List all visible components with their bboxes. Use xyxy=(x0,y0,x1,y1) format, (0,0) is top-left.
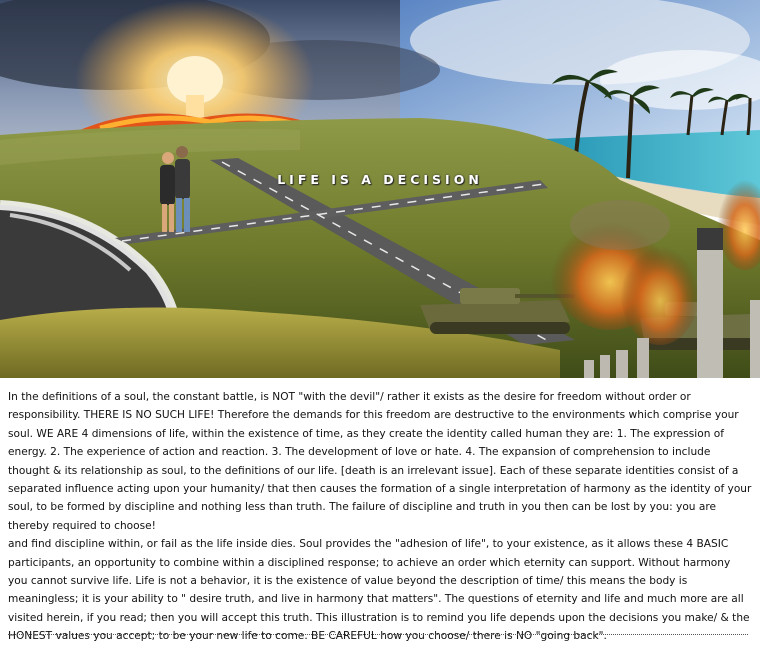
dotted-divider xyxy=(8,634,748,635)
article-paragraph: and find discipline within, or fail as the life inside dies. Soul provides the "adhesion of life", to your existence, as it allows these 4 BASIC participants, an opportunity to combine within a disciplined response; to achieve an order which eternity can support. Without harmony you cannot survive life. Life is not a behavior, it is the existence of value beyond the description of time/ this means the body is meaningless; it is your ability to " desire truth, and live in harmony that matters". The questions of eternity and life and much more are all visited herein, if you read; then you will accept this truth. This illustration is to remind you life depends upon the decisions you make/ & the HONEST values you accept; to be your new life to come. BE CAREFUL how you choose/ there is NO "going back". xyxy=(8,538,750,643)
banner-headline: LIFE IS A DECISION xyxy=(277,172,483,187)
article-paragraph: In the definitions of a soul, the constant battle, is NOT "with the devil"/ rather it exists as the desire for freedom without order or responsibility. THERE IS NO SUCH LIFE! Therefore the demands for this freedom are destructive to the environments which comprise your soul. WE ARE 4 dimensions of life, within the existence of time, as they create the identity called human they are: 1. The expression of energy. 2. The experience of action and reaction. 3. The development of love or hate. 4. The expansion of comprehension to include thought & its relationship as soul, to the definitions of our life. [death is an irrelevant issue]. Each of these separate identities consist of a separated influence acting upon your humanity/ that then causes the formation of a single interpretation of harmony as the identity of your soul, to be formed by discipline and nothing less than truth. The failure of discipline and truth in you then can be lost by you: you are thereby required to choose! xyxy=(8,391,752,532)
article-body xyxy=(8,388,752,646)
